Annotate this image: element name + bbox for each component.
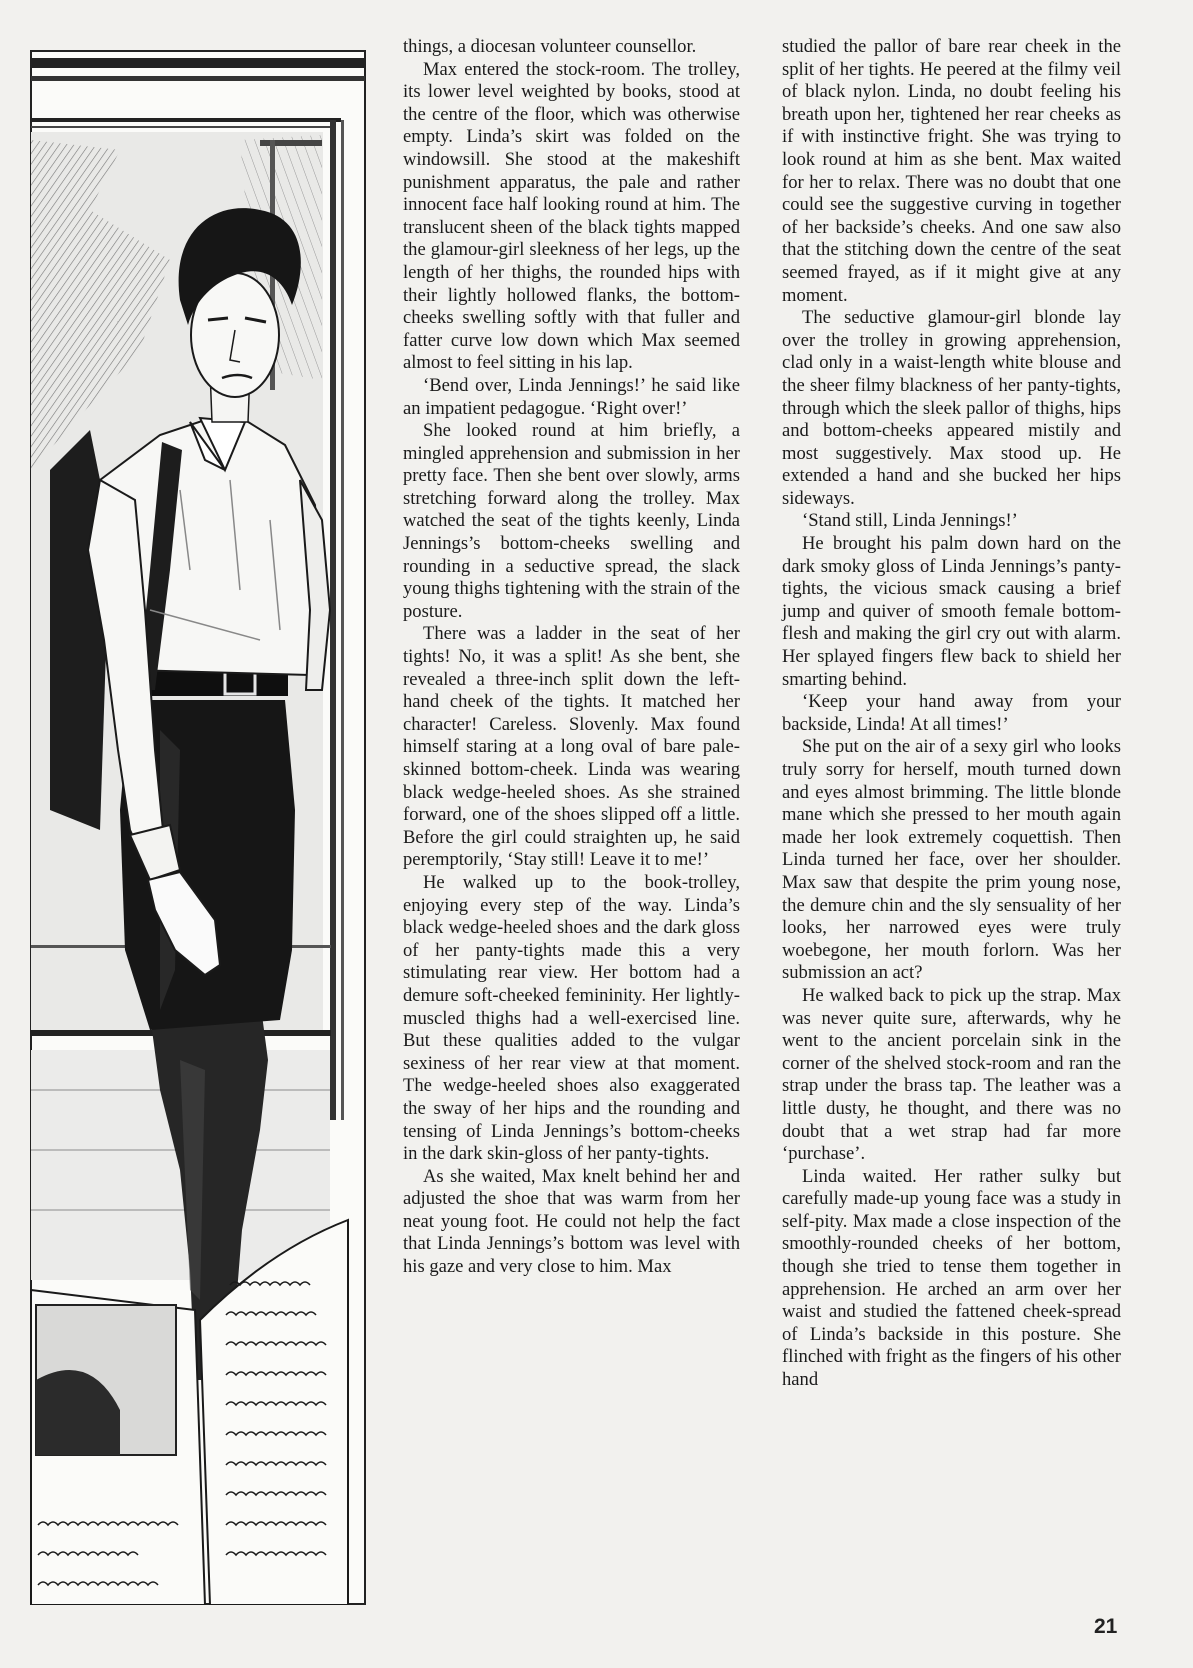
- paragraph: studied the pallor of bare rear cheek in the split of her tights. He peered at the filmy veil of black nylon. Linda, no doubt feeling his breath upon her, tightened her rear cheeks as if with instinctive fright. She was trying to look round at him as she bent. Max waited for her to relax. There was no doubt that one could see the suggestive curving in together of her backside’s cheeks. And one saw also that the stitching down the centre of the seat seemed frayed, as if it might give at any moment.: [782, 36, 1121, 306]
- paragraph: ‘Keep your hand away from your backside, Linda! At all times!’: [782, 691, 1121, 735]
- paragraph: Max entered the stock-room. The trolley, its lower level weighted by books, stood at the centre of the floor, which was otherwise empty. Linda’s skirt was folded on the windowsill. She stood at the makeshift punishment apparatus, the pale and rather innocent face half looking round at him. The translucent sheen of the black tights mapped the glamour-girl sleekness of her legs, up the length of her thighs, the rounded hips with their lightly hollowed flanks, the bottom-cheeks swelling softly with that fuller and fatter curve low down which Max seemed almost to feel sitting in his lap.: [403, 58, 740, 374]
- paragraph: ‘Bend over, Linda Jennings!’ he said like an impatient pedagogue. ‘Right over!’: [403, 374, 740, 419]
- paragraph: He walked up to the book-trolley, enjoying every step of the way. Linda’s black wedge-heeled shoes and the dark gloss of her panty-tights made this a very stimulating rear view. Her bottom had a demure soft-cheeked femininity. Her lightly-muscled thighs had a well-exercised line. But these qualities added to the vulgar sexiness of her rear view at that moment. The wedge-heeled shoes also exaggerated the sway of her hips and the rounding and tensing of Linda Jennings’s bottom-cheeks in the dark skin-gloss of her panty-tights.: [403, 871, 740, 1165]
- illustration: [30, 50, 366, 1605]
- paragraph: ‘Stand still, Linda Jennings!’: [802, 510, 1018, 532]
- paragraph: As she waited, Max knelt behind her and adjusted the shoe that was warm from her neat young foot. He could not help the fact that Linda Jennings’s bottom was level with his gaze and very close to him. Max: [403, 1165, 740, 1278]
- paragraph: Linda waited. Her rather sulky but carefully made-up young face was a study in self-pity. Max made a close inspection of the smoothly-rounded cheeks of her bottom, though she tried to tense them together in apprehension. He arched an arm over her waist and studied the fattened cheek-spread of Linda’s backside in this posture. She flinched with fright as the fingers of his other hand: [782, 1165, 1121, 1391]
- paragraph: He walked back to pick up the strap. Max was never quite sure, afterwards, why he went to the ancient porcelain sink in the corner of the shelved stock-room and ran the strap under the brass tap. The leather was a little dusty, he thought, and there was no doubt that a wet strap had far more ‘purchase’.: [782, 984, 1121, 1165]
- paragraph: things, a diocesan volunteer counsellor.: [403, 36, 697, 57]
- text-column-middle: [403, 36, 740, 1279]
- page-number: 21: [1094, 1615, 1118, 1638]
- paragraph: The seductive glamour-girl blonde lay over the trolley in growing apprehension, clad only in a waist-length white blouse and the sheer filmy blackness of her panty-tights, through which the sleek pallor of thighs, hips and bottom-cheeks appeared mistily and most suggestively. Max stood up. He extended a hand and she bucked her hips sideways.: [782, 307, 1121, 509]
- text-column-right: [782, 36, 1121, 1392]
- paragraph: There was a ladder in the seat of her tights! No, it was a split! As she bent, she revealed a three-inch split down the left-hand cheek of the tights. It matched her character! Careless. Slovenly. Max found himself staring at a long oval of bare pale-skinned bottom-cheek. Linda was wearing black wedge-heeled shoes. As she strained forward, one of the shoes slipped off a little. Before the girl could straighten up, he said peremptorily, ‘Stay still! Leave it to me!’: [403, 623, 740, 871]
- paragraph: He brought his palm down hard on the dark smoky gloss of Linda Jennings’s panty-tights, the vicious smack causing a brief jump and quiver of smooth female bottom-flesh and making the girl cry out with alarm. Her splayed fingers flew back to shield her smarting behind.: [782, 533, 1121, 690]
- paragraph: She put on the air of a sexy girl who looks truly sorry for herself, mouth turned down and eyes almost brimming. The little blonde mane which she pressed to her mouth again made her look extremely coquettish. Then Linda turned her face, over her shoulder. Max saw that despite the prim young nose, the demure chin and the sly sensuality of her looks, her narrowed eyes were truly woebegone, her mouth forlorn. Was her submission an act?: [782, 736, 1121, 984]
- paragraph: She looked round at him briefly, a mingled apprehension and submission in her pretty face. Then she bent over slowly, arms stretching forward along the trolley. Max watched the seat of the tights keenly, Linda Jennings’s bottom-cheeks swelling and rounding in a seductive spread, the slack young thighs tightening with the strain of the posture.: [403, 420, 740, 622]
